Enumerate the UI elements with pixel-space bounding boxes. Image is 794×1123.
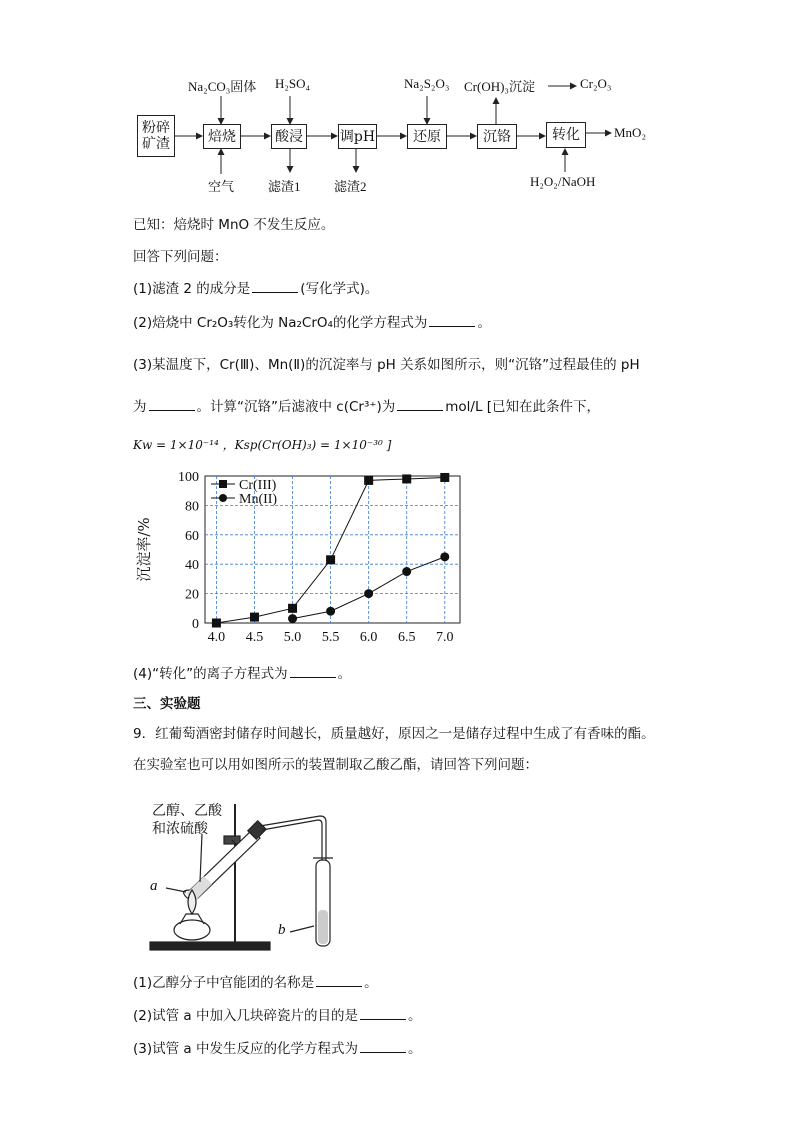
legend-marker-circle [219,494,227,502]
legend-marker-square [219,480,227,488]
data-point-cr [212,619,221,628]
answer-blank[interactable] [397,398,443,411]
y-tick-label: 100 [178,470,199,485]
precipitation-chart [135,465,470,657]
answer-blank[interactable] [360,1007,406,1020]
y-tick-label: 60 [185,528,199,544]
label-h2so4: H₂SO₄ [275,76,311,91]
legend-entry: Mn(II) [239,492,278,507]
answer-prompt: 回答下列问题： [133,249,228,265]
question-3: (3)某温度下，Cr(Ⅲ)、Mn(Ⅱ)的沉淀率与 pH 关系如图所示，则“沉铬”过程最佳的 pH [133,357,640,373]
data-point-cr [288,604,297,613]
data-point-cr [440,473,449,482]
label-air: 空气 [208,179,235,194]
x-tick-label: 5.0 [283,630,302,645]
y-axis-label: 沉淀率/% [135,517,153,582]
label-h2o2-naoh: H₂O₂/NaOH [530,174,596,189]
x-tick-label: 4.5 [245,630,264,645]
y-tick-label: 40 [185,558,199,574]
data-point-cr [364,476,373,485]
label-croh3: Cr(OH)₃沉淀 [464,79,535,94]
y-tick-label: 0 [192,617,199,632]
label-mno2: MnO₂ [614,125,646,140]
sub-question-2: (2)试管 a 中加入几块碎瓷片的目的是 。 [133,1008,422,1024]
question-9-line-2: 在实验室也可以用如图所示的装置制取乙酸乙酯，请回答下列问题： [133,757,538,773]
flow-box-reduce: 还原 [407,124,447,149]
x-tick-label: 4.0 [207,630,226,645]
answer-blank[interactable] [360,1040,406,1053]
x-tick-label: 5.5 [321,630,340,645]
label-residue-2: 滤渣2 [334,179,367,194]
question-4: (4)“转化”的离子方程式为 。 [133,666,352,682]
label-residue-1: 滤渣1 [268,179,301,194]
data-point-mn [364,589,373,598]
y-tick-label: 80 [185,499,199,515]
flow-box-ph: 调pH [338,124,377,149]
flow-box-acid: 酸浸 [271,124,307,149]
data-point-mn [402,567,411,576]
question-2: (2)焙烧中 Cr₂O₃转化为 Na₂CrO₄的化学方程式为 。 [133,315,491,331]
sub-question-1: (1)乙醇分子中官能团的名称是 。 [133,975,378,991]
data-point-mn [288,614,297,623]
flow-box-convert: 转化 [546,122,586,148]
constants-line: Kw = 1×10⁻¹⁴ ，Ksp(Cr(OH)₃) = 1×10⁻³⁰ ] [133,438,392,452]
sub-question-3: (3)试管 a 中发生反应的化学方程式为 。 [133,1041,422,1057]
x-tick-label: 6.0 [359,630,378,645]
legend-entry: Cr(III) [239,478,277,493]
data-point-cr [402,474,411,483]
data-point-cr [250,613,259,622]
flow-arrows [0,0,794,200]
apparatus-label-line-2: 和浓硫酸 [152,822,208,837]
flow-box-roast: 焙烧 [203,124,241,149]
flow-box-ore: 粉碎 矿渣 [137,115,175,157]
x-tick-label: 7.0 [436,630,454,645]
tube-a-label: a [150,878,158,894]
x-tick-label: 6.5 [397,630,416,645]
answer-blank[interactable] [149,398,195,411]
label-cr2o3: Cr₂O₃ [580,76,612,91]
y-tick-label: 20 [185,587,199,603]
data-point-cr [326,555,335,564]
answer-blank[interactable] [252,280,298,293]
answer-blank[interactable] [316,974,362,987]
label-na2s2o3: Na₂S₂O₃ [404,76,450,91]
question-3-cont: 为 。计算“沉铬”后滤液中 c(Cr³⁺)为 mol/L [已知在此条件下， [133,399,601,415]
tube-b-label: b [278,922,286,938]
label-na2co3: Na₂CO₃固体 [188,79,257,94]
known-condition: 已知：焙烧时 MnO 不发生反应。 [133,217,335,233]
flow-box-precipitate: 沉铬 [477,124,517,149]
question-9-line-1: 9．红葡萄酒密封储存时间越长，质量越好，原因之一是储存过程中生成了有香味的酯。 [133,726,655,742]
data-point-mn [326,607,335,616]
answer-blank[interactable] [429,314,475,327]
section-heading: 三、实验题 [133,696,201,712]
apparatus-label-line-1: 乙醇、乙酸 [152,804,222,819]
data-point-mn [440,552,449,561]
answer-blank[interactable] [290,665,336,678]
question-1: (1)滤渣 2 的成分是 (写化学式)。 [133,281,379,297]
